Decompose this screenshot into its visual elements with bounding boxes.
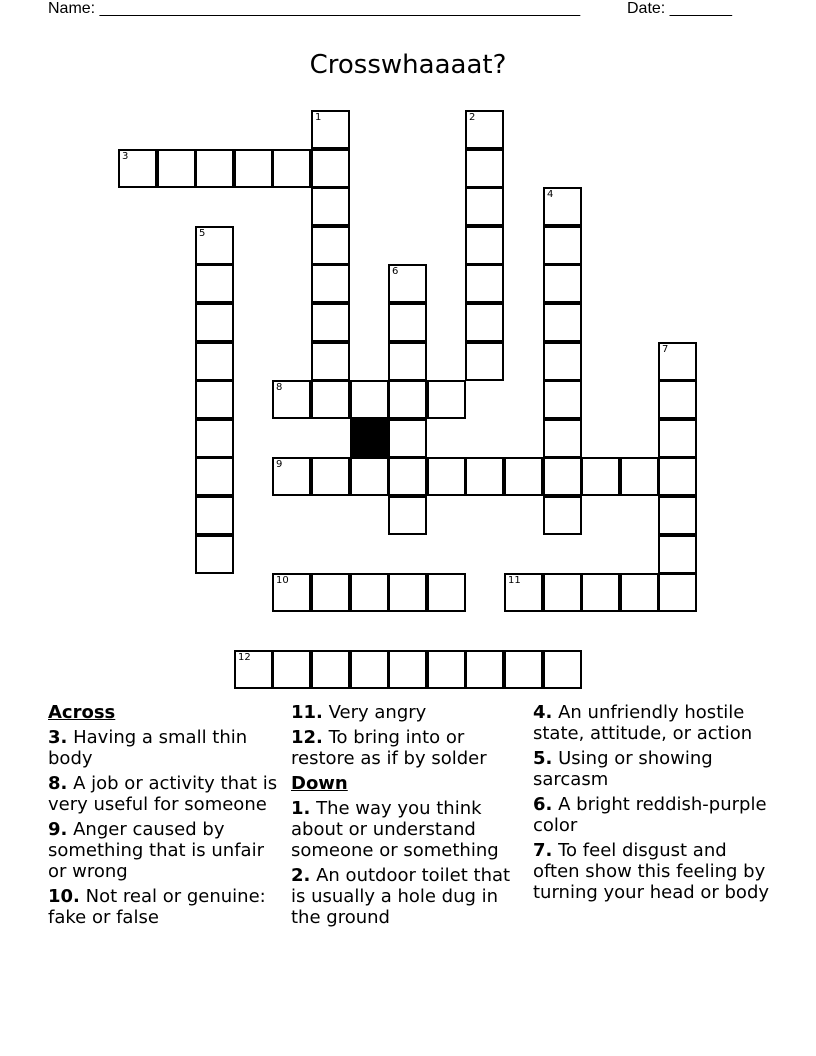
clue-down-4 (533, 702, 773, 744)
clue-number-label: 4 (547, 189, 554, 200)
clue-number-label: 5 (199, 228, 206, 239)
grid-cell[interactable] (311, 303, 350, 342)
grid-cell[interactable] (543, 226, 582, 265)
clue-text: The way you think about or understand someone or something (291, 798, 499, 861)
clue-text: To feel disgust and often show this feeling by turning your head or body (533, 840, 770, 903)
black-square (350, 419, 389, 458)
grid-cell[interactable] (195, 149, 234, 188)
grid-cell[interactable] (427, 650, 466, 689)
grid-cell[interactable] (311, 149, 350, 188)
grid-cell[interactable] (504, 650, 543, 689)
grid-cell[interactable] (581, 573, 620, 612)
grid-cell[interactable] (311, 110, 350, 149)
clue-across-10 (48, 886, 284, 928)
clue-number-label: 12 (238, 652, 251, 663)
clue-text: A bright reddish-purple color (533, 794, 767, 836)
clue-text: Using or showing sarcasm (533, 748, 713, 790)
grid-cell[interactable] (465, 187, 504, 226)
clue-down-2 (291, 865, 517, 928)
grid-cell[interactable] (350, 650, 389, 689)
grid-cell[interactable] (195, 264, 234, 303)
grid-cell[interactable] (272, 380, 311, 419)
grid-cell[interactable] (350, 573, 389, 612)
across-heading: Across (48, 702, 116, 723)
clue-text: Having a small thin body (48, 727, 248, 769)
grid-cell[interactable] (543, 380, 582, 419)
clue-number-label: 8 (276, 382, 283, 393)
grid-cell[interactable] (504, 573, 543, 612)
page-title: Crosswhaaaat? (309, 50, 507, 80)
grid-cell[interactable] (388, 573, 427, 612)
grid-cell[interactable] (234, 149, 273, 188)
grid-cell[interactable] (543, 457, 582, 496)
grid-cell[interactable] (465, 264, 504, 303)
grid-cell[interactable] (658, 380, 697, 419)
grid-cell[interactable] (157, 149, 196, 188)
clue-number: 2. (291, 865, 311, 886)
grid-cell[interactable] (272, 573, 311, 612)
clue-across-11 (291, 702, 517, 723)
clue-number-label: 1 (315, 112, 322, 123)
grid-cell[interactable] (234, 650, 273, 689)
grid-cell[interactable] (272, 149, 311, 188)
grid-cell[interactable] (465, 650, 504, 689)
clue-down-1 (291, 798, 517, 861)
clue-column-2 (291, 702, 517, 932)
clue-number-label: 2 (469, 112, 476, 123)
grid-cell[interactable] (620, 573, 659, 612)
grid-cell[interactable] (388, 264, 427, 303)
grid-cell[interactable] (543, 650, 582, 689)
grid-cell[interactable] (388, 419, 427, 458)
grid-cell[interactable] (388, 496, 427, 535)
clue-number: 1. (291, 798, 311, 819)
grid-cell[interactable] (311, 264, 350, 303)
grid-cell[interactable] (465, 149, 504, 188)
grid-cell[interactable] (427, 573, 466, 612)
clue-number-label: 7 (662, 344, 669, 355)
grid-cell[interactable] (658, 419, 697, 458)
grid-cell[interactable] (195, 303, 234, 342)
clue-number: 10. (48, 886, 80, 907)
clue-down-5 (533, 748, 773, 790)
clue-number: 4. (533, 702, 553, 723)
grid-cell[interactable] (195, 380, 234, 419)
clue-number: 6. (533, 794, 553, 815)
clue-number: 9. (48, 819, 68, 840)
grid-cell[interactable] (388, 342, 427, 381)
grid-cell[interactable] (311, 457, 350, 496)
grid-cell[interactable] (195, 496, 234, 535)
grid-cell[interactable] (195, 457, 234, 496)
grid-cell[interactable] (465, 342, 504, 381)
grid-cell[interactable] (543, 573, 582, 612)
grid-cell[interactable] (388, 650, 427, 689)
clue-number-label: 6 (392, 266, 399, 277)
grid-cell[interactable] (311, 342, 350, 381)
grid-cell[interactable] (350, 380, 389, 419)
grid-cell[interactable] (427, 380, 466, 419)
grid-cell[interactable] (465, 303, 504, 342)
grid-cell[interactable] (311, 650, 350, 689)
name-field-label: Name: ______________________________________________________ (48, 0, 581, 17)
clue-number-label: 9 (276, 459, 283, 470)
grid-cell[interactable] (465, 110, 504, 149)
grid-cell[interactable] (658, 496, 697, 535)
grid-cell[interactable] (543, 419, 582, 458)
grid-cell[interactable] (311, 380, 350, 419)
grid-cell[interactable] (427, 457, 466, 496)
grid-cell[interactable] (388, 303, 427, 342)
grid-cell[interactable] (311, 187, 350, 226)
grid-cell[interactable] (388, 380, 427, 419)
grid-cell[interactable] (195, 535, 234, 574)
clue-across-9 (48, 819, 284, 882)
clue-across-12 (291, 727, 517, 769)
clue-text: An outdoor toilet that is usually a hole dug in the ground (291, 865, 511, 928)
grid-cell[interactable] (350, 457, 389, 496)
clue-number: 11. (291, 702, 323, 723)
grid-cell[interactable] (543, 303, 582, 342)
clue-number: 8. (48, 773, 68, 794)
clue-number: 5. (533, 748, 553, 769)
clue-number-label: 10 (276, 575, 289, 586)
grid-cell[interactable] (658, 535, 697, 574)
clue-text: To bring into or restore as if by solder (291, 727, 487, 769)
grid-cell[interactable] (504, 457, 543, 496)
clue-column-3 (533, 702, 773, 907)
clue-number-label: 3 (122, 151, 129, 162)
clue-number-label: 11 (508, 575, 521, 586)
grid-cell[interactable] (272, 457, 311, 496)
grid-cell[interactable] (658, 573, 697, 612)
clue-number: 12. (291, 727, 323, 748)
clue-text: Anger caused by something that is unfair or wrong (48, 819, 264, 882)
grid-cell[interactable] (195, 419, 234, 458)
clue-number: 3. (48, 727, 68, 748)
clue-text: Not real or genuine: fake or false (48, 886, 266, 928)
clue-text: A job or activity that is very useful for someone (48, 773, 278, 815)
clue-text: An unfriendly hostile state, attitude, or action (533, 702, 753, 744)
grid-cell[interactable] (272, 650, 311, 689)
grid-cell[interactable] (388, 457, 427, 496)
grid-cell[interactable] (195, 226, 234, 265)
grid-cell[interactable] (620, 457, 659, 496)
grid-cell[interactable] (543, 187, 582, 226)
clue-text: Very angry (328, 702, 427, 723)
date-field-label: Date: _______ (627, 0, 732, 17)
down-heading: Down (291, 773, 348, 794)
clue-across-8 (48, 773, 284, 815)
header-line (48, 0, 748, 20)
clue-number: 7. (533, 840, 553, 861)
grid-cell[interactable] (195, 342, 234, 381)
clue-across-3 (48, 727, 284, 769)
grid-cell[interactable] (465, 457, 504, 496)
grid-cell[interactable] (658, 342, 697, 381)
grid-cell[interactable] (543, 264, 582, 303)
grid-cell[interactable] (311, 226, 350, 265)
clue-column-1 (48, 702, 284, 932)
grid-cell[interactable] (311, 573, 350, 612)
grid-cell[interactable] (581, 457, 620, 496)
grid-cell[interactable] (543, 342, 582, 381)
grid-cell[interactable] (658, 457, 697, 496)
clue-down-6 (533, 794, 773, 836)
grid-cell[interactable] (543, 496, 582, 535)
clue-down-7 (533, 840, 773, 903)
grid-cell[interactable] (118, 149, 157, 188)
grid-cell[interactable] (465, 226, 504, 265)
